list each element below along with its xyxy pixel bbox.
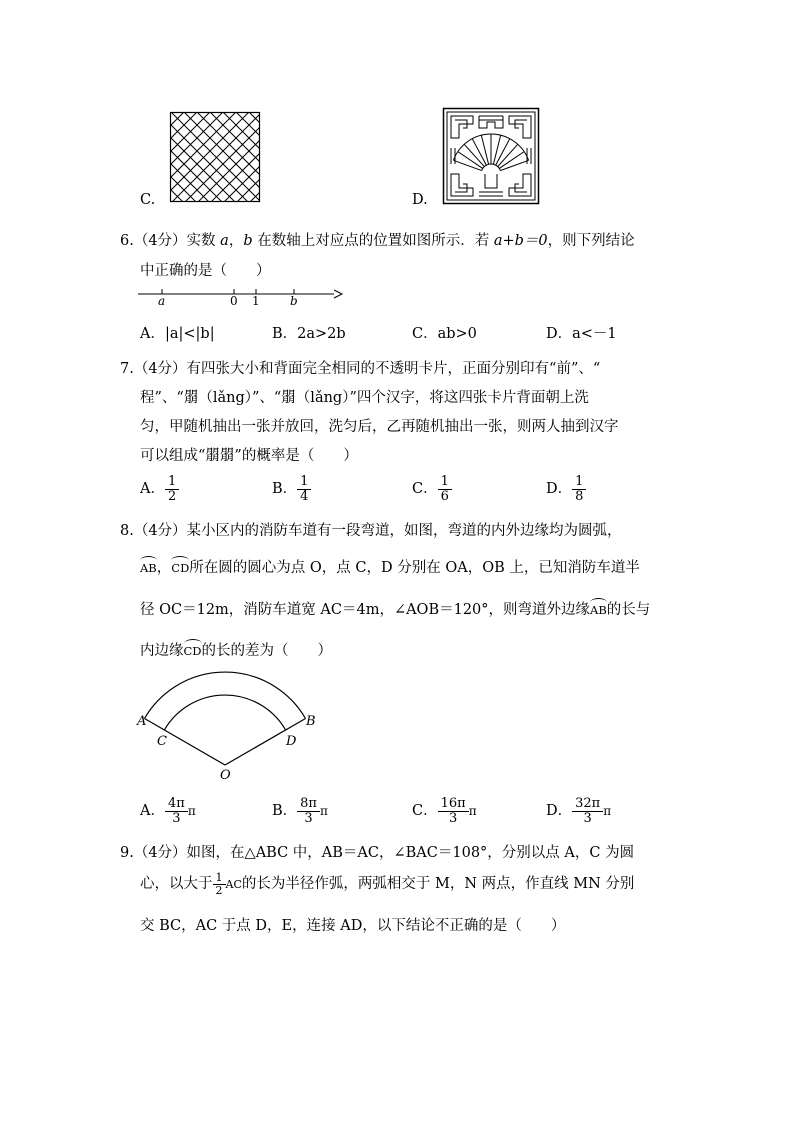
q8-option-c xyxy=(412,797,477,825)
var-a: a xyxy=(220,233,229,249)
q7-stem-line4: 可以组成“朤朤”的概率是（ ） xyxy=(140,448,358,464)
arc-ab-symbol: AB xyxy=(140,561,157,575)
q6-option-c: C．ab>0 xyxy=(412,326,477,342)
q8-b-den: 3 xyxy=(304,810,313,826)
arc-cd-symbol-2: CD xyxy=(183,644,202,658)
q7-stem-line3: 匀，甲随机抽出一张并放回，洗匀后，乙再随机抽出一张，则两人抽到汉字 xyxy=(140,419,619,435)
axis-label-a: a xyxy=(158,294,166,308)
q8-sep: ， xyxy=(156,560,172,576)
q8-option-c-fraction xyxy=(438,797,469,825)
q7-option-a-label: A． xyxy=(140,481,165,498)
q8-stem-line2 xyxy=(140,556,640,577)
q8-stem-line4 xyxy=(140,639,332,660)
q7-option-a xyxy=(140,475,179,503)
q8-option-a-label: A． xyxy=(140,803,165,820)
option-c-weave-figure xyxy=(170,112,260,202)
q7-c-num: 1 xyxy=(438,475,452,490)
q7-option-b-label: B． xyxy=(272,481,298,498)
arc-cd-symbol: CD xyxy=(171,561,190,575)
q7-option-b xyxy=(272,475,311,503)
fig-label-o: O xyxy=(220,768,231,783)
q8-b-num: 8π xyxy=(297,797,320,812)
q7-b-den: 4 xyxy=(300,488,309,504)
fire-lane-arc-figure xyxy=(140,670,320,780)
q8-option-a-fraction xyxy=(165,797,188,825)
q8-option-d-fraction xyxy=(572,797,603,825)
q7-option-d-label: D． xyxy=(546,481,573,498)
q9-half-den: 2 xyxy=(215,883,223,897)
q9-half-num: 1 xyxy=(213,872,226,885)
q8-line3-b: 的长与 xyxy=(606,602,651,618)
q7-a-num: 1 xyxy=(165,475,179,490)
option-d-fan-window-figure xyxy=(443,108,539,204)
q6-option-a: A．|a|<|b| xyxy=(140,326,215,342)
q7-option-a-fraction xyxy=(165,475,179,503)
q6-stem-line2: 中正确的是（ ） xyxy=(140,263,271,279)
q6-option-d: D．a<－1 xyxy=(546,326,617,342)
q8-line4-b: 的长的差为（ ） xyxy=(201,643,333,659)
q6-stem-line1 xyxy=(120,229,635,250)
fig-label-c: C xyxy=(157,734,167,749)
q8-a-den: 3 xyxy=(172,810,181,826)
var-b: b xyxy=(243,233,253,249)
q9-line2-b: 的长为半径作弧，两弧相交于 M，N 两点，作直线 MN 分别 xyxy=(241,876,635,893)
q8-d-den: 3 xyxy=(583,810,592,826)
q6-stem-prefix: 6.（4分）实数 xyxy=(120,233,221,249)
q9-half-fraction xyxy=(213,872,226,896)
q6-comma: ， xyxy=(228,233,244,249)
q8-line4-a: 内边缘 xyxy=(140,643,184,659)
q7-stem-line1: 7.（4分）有四张大小和背面完全相同的不透明卡片，正面分别印有“前”、“ xyxy=(120,361,601,377)
q9-half-tail: AC xyxy=(225,878,242,892)
q8-option-b-fraction xyxy=(297,797,320,825)
q7-option-d-fraction xyxy=(572,475,586,503)
q7-option-c-fraction xyxy=(438,475,452,503)
q8-line2-rest: 所在圆的圆心为点 O，点 C，D 分别在 OA，OB 上，已知消防车道半 xyxy=(189,560,640,576)
q7-option-b-fraction xyxy=(297,475,311,503)
q8-option-d xyxy=(546,797,611,825)
q6-stem-suffix: ，则下列结论 xyxy=(547,233,635,249)
q8-a-pi: π xyxy=(187,804,196,819)
q8-option-b xyxy=(272,797,328,825)
q6-condition: a+b＝0 xyxy=(493,233,548,249)
q7-d-den: 8 xyxy=(575,488,584,504)
option-c-label: C. xyxy=(140,192,156,208)
q8-a-num: 4π xyxy=(165,797,188,812)
q6-option-b: B．2a>2b xyxy=(272,326,346,342)
q8-option-d-label: D． xyxy=(546,803,573,820)
number-line-figure xyxy=(138,286,348,312)
option-d-label: D. xyxy=(412,192,428,208)
q8-option-a xyxy=(140,797,196,825)
q7-a-den: 2 xyxy=(167,488,177,504)
arc-ab-symbol-2: AB xyxy=(590,603,607,617)
q9-line2-a: 心，以大于 xyxy=(140,876,213,893)
q7-option-c-label: C． xyxy=(412,481,438,498)
q7-option-d xyxy=(546,475,586,503)
q7-d-num: 1 xyxy=(572,475,586,490)
q7-c-den: 6 xyxy=(440,488,449,504)
axis-label-zero: 0 xyxy=(230,294,238,308)
q8-line3-a: 径 OC＝12m，消防车道宽 AC＝4m，∠AOB＝120°，则弯道外边缘 xyxy=(140,602,591,618)
q9-stem-line2 xyxy=(140,872,634,896)
q6-stem-mid: 在数轴上对应点的位置如图所示．若 xyxy=(252,233,494,249)
q7-option-c xyxy=(412,475,452,503)
fig-label-d: D xyxy=(286,734,297,749)
q8-b-pi: π xyxy=(319,804,328,819)
q8-option-c-label: C． xyxy=(412,803,438,820)
q8-d-num: 32π xyxy=(572,797,603,812)
q8-stem-line3 xyxy=(140,598,650,619)
q9-stem-line3: 交 BC，AC 于点 D，E，连接 AD，以下结论不正确的是（ ） xyxy=(140,918,566,934)
q7-b-num: 1 xyxy=(297,475,311,490)
q8-option-b-label: B． xyxy=(272,803,298,820)
q8-stem-line1: 8.（4分）某小区内的消防车道有一段弯道，如图，弯道的内外边缘均为圆弧， xyxy=(120,523,622,539)
fig-label-a: A xyxy=(137,714,147,729)
q8-c-pi: π xyxy=(468,804,477,819)
fig-label-b: B xyxy=(306,714,316,729)
q9-stem-line1: 9.（4分）如图，在△ABC 中，AB＝AC，∠BAC＝108°，分别以点 A，C 为圆 xyxy=(120,845,635,861)
q7-stem-line2: 程”、“朤（lǎng）”、“朤（lǎng）”四个汉字，将这四张卡片背面朝上洗 xyxy=(140,390,589,406)
axis-label-one: 1 xyxy=(252,294,260,308)
axis-label-b: b xyxy=(290,294,298,308)
q8-c-num: 16π xyxy=(438,797,469,812)
q8-c-den: 3 xyxy=(449,810,458,826)
q8-d-pi: π xyxy=(603,804,612,819)
